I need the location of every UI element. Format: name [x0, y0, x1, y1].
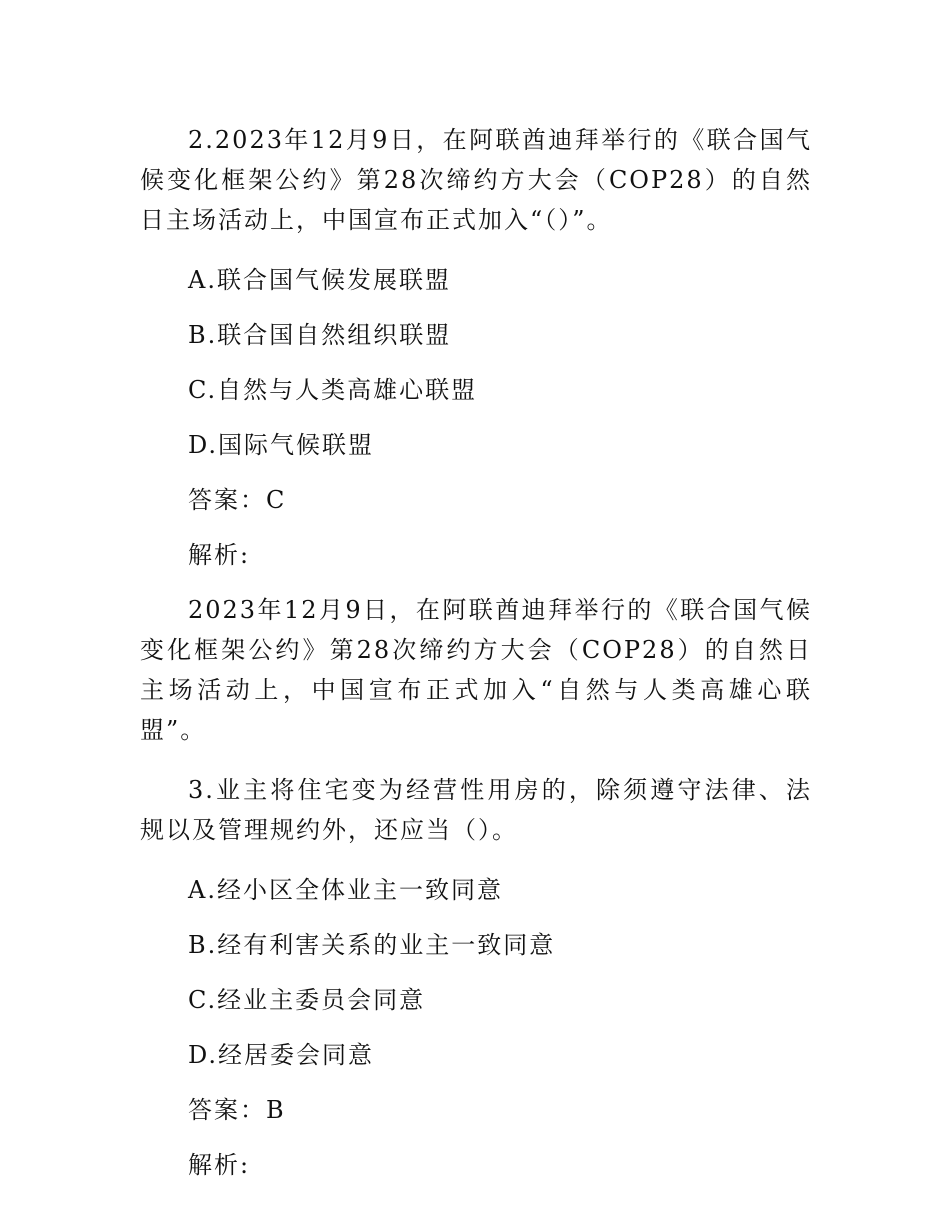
question-2-analysis-label: 解析: [188, 541, 251, 569]
question-3-option-a: A.经小区全体业主一致同意 [188, 876, 503, 904]
question-3-option-b: B.经有利害关系的业主一致同意 [188, 931, 556, 959]
question-3-option-d: D.经居委会同意 [188, 1041, 375, 1069]
question-3-analysis-label: 解析: [188, 1151, 251, 1179]
question-2-option-c: C.自然与人类高雄心联盟 [188, 376, 478, 404]
question-3-answer: 答案：B [188, 1096, 286, 1124]
question-3-option-c: C.经业主委员会同意 [188, 986, 426, 1014]
question-2-analysis: 2023年12月9日，在阿联酋迪拜举行的《联合国气候变化框架公约》第28次缔约方大会（COP28）的自然日主场活动上，中国宣布正式加入“自然与人类高雄心联盟”。 [140, 596, 812, 744]
question-2-option-d: D.国际气候联盟 [188, 431, 375, 459]
question-2-answer: 答案：C [188, 486, 287, 514]
question-2-option-a: A.联合国气候发展联盟 [188, 266, 451, 294]
question-2-text: 2.2023年12月9日，在阿联酋迪拜举行的《联合国气候变化框架公约》第28次缔约方大会（COP28）的自然日主场活动上，中国宣布正式加入“（）”。 [140, 126, 812, 234]
document-body [140, 120, 812, 1200]
question-3-text: 3.业主将住宅变为经营性用房的，除须遵守法律、法规以及管理规约外，还应当（）。 [140, 776, 812, 844]
question-2-option-b: B.联合国自然组织联盟 [188, 321, 452, 349]
